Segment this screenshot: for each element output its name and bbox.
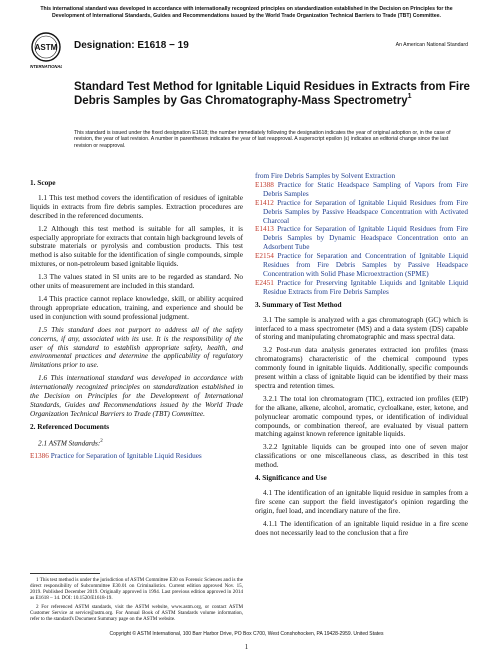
para-1-6: 1.6 This international standard was developed in accordance with internationally recognized principles on standardization established in the Decision on Principles for the Development of International Standards, Guides and Recommendations issued by the World Trade Organization Technical Barriers to Trade (TBT) Committee.	[30, 374, 243, 418]
issue-note: This standard is issued under the fixed designation E1618; the number immediately following the designation indicates the year of original adoption or, in the case of revision, the year of last revision. A number in parentheses indicates the year of last reapproval. A superscript epsilon (ε) indicates an editorial change since the last revision or reapproval.	[74, 130, 451, 149]
ref-title-e2451[interactable]: Practice for Preserving Ignitable Liquids and Ignitable Liquid Residue Extracts from Fire Debris Samples	[263, 278, 468, 296]
footnotes	[30, 577, 243, 625]
ref-title-e1388[interactable]: Practice for Static Headspace Sampling of Vapors from Fire Debris Samples	[263, 180, 468, 198]
reference-e1386-cont[interactable]	[255, 172, 468, 181]
para-4-1-1: 4.1.1 The identification of an ignitable liquid residue in a fire scene does not necessarily lead to the conclusion that a fire	[255, 519, 468, 537]
section-2-heading: 2. Referenced Documents	[30, 421, 110, 431]
para-2-1-footnote-mark[interactable]: 2	[100, 438, 103, 444]
reference-e2154[interactable]	[255, 252, 468, 279]
ref-code-e1388[interactable]: E1388	[255, 180, 274, 189]
footnote-rule	[30, 573, 100, 574]
ref-code-e2154[interactable]: E2154	[255, 252, 274, 261]
right-column	[255, 172, 468, 542]
copyright-footer: Copyright © ASTM International, 100 Barr Harbor Drive, PO Box C700, West Conshohocken, PA 19428-2959. United States	[109, 631, 384, 637]
para-1-3: 1.3 The values stated in SI units are to be regarded as standard. No other units of measurement are included in this standard.	[30, 273, 243, 291]
svg-text:INTERNATIONAL: INTERNATIONAL	[30, 64, 62, 69]
ref-title-e1386[interactable]: Practice for Separation of Ignitable Liquid Residues	[48, 451, 202, 460]
document-title	[74, 81, 474, 108]
section-4-heading: 4. Significance and Use	[255, 473, 327, 483]
left-column	[30, 175, 243, 465]
page-number: 1	[244, 643, 249, 651]
footnote-1: 1 This test method is under the jurisdiction of ASTM Committee E30 on Forensic Sciences and is the direct responsibility of Subcommittee E30.01 on Criminalistics. Current edition approved Nov. 15, 2019. Published December 2019. Originally approved in 1994. Last previous edition approved in 2014 as E1618 – 14. DOI: 10.1520/E1618-19.	[30, 577, 243, 601]
title-footnote-mark[interactable]: 1	[407, 92, 412, 100]
para-4-1: 4.1 The identification of an ignitable liquid residue in samples from a fire scene can support the field investigator's opinion regarding the origin, fuel load, and incendiary nature of the fire.	[255, 489, 468, 515]
section-1-heading: 1. Scope	[30, 178, 56, 187]
tbt-notice: This international standard was developed in accordance with internationally recognized principles on standardization established in the Decision on Principles for the Development of International Standards, Guides and Recommendations issued by the World Trade Organization Technical Barriers to Trade (TBT) Committee.	[40, 6, 453, 19]
svg-text:ASTM: ASTM	[34, 43, 58, 52]
reference-e1388[interactable]	[255, 181, 468, 199]
reference-e1413[interactable]	[255, 225, 468, 252]
ref-title-e1412[interactable]: Practice for Separation of Ignitable Liquid Residues from Fire Debris Samples by Passive Headspace Concentration with Activated Charcoal	[263, 198, 468, 225]
astm-logo	[30, 31, 62, 71]
ref-code-e1412[interactable]: E1412	[255, 198, 274, 207]
section-3-heading: 3. Summary of Test Method	[255, 299, 342, 309]
publisher-note: An American National Standard	[395, 42, 468, 48]
para-2-1	[30, 438, 243, 448]
designation: Designation: E1618 − 19	[74, 40, 189, 51]
astm-logo-icon	[30, 31, 62, 71]
reference-e1412[interactable]	[255, 199, 468, 226]
reference-e1386[interactable]	[30, 452, 243, 461]
reference-e2451[interactable]	[255, 279, 468, 297]
para-3-2-2: 3.2.2 Ignitable liquids can be grouped into one of seven major classifications or one miscellaneous class, as described in this test method.	[255, 443, 468, 470]
ref-code-e2451[interactable]: E2451	[255, 278, 274, 287]
para-2-1-text: 2.1 ASTM Standards:	[38, 439, 101, 448]
ref-title-e2154[interactable]: Practice for Separation and Concentration of Ignitable Liquid Residues from Fire Debris Samples by Passive Headspace Concentration with Solid Phase Microextraction (SPME)	[263, 252, 468, 278]
para-3-2: 3.2 Post-run data analysis generates extracted ion profiles (mass chromatograms) characteristic of the chemical compound types commonly found in ignitable liquids. Additionally, specific compounds present within a class of ignitable liquid can be identified by their mass spectra and retention times.	[255, 346, 468, 390]
ref-code-e1386[interactable]: E1386	[30, 451, 49, 460]
title-text: Standard Test Method for Ignitable Liquid Residues in Extracts from Fire Debris Samples by Gas Chromatography-Mass Spectrometry	[74, 81, 470, 107]
para-3-1: 3.1 The sample is analyzed with a gas chromatograph (GC) which is interfaced to a mass spectrometer (MS) and a data system (DS) capable of storing and manipulating chromatographic and mass spectral data.	[255, 315, 468, 342]
para-1-2: 1.2 Although this test method is suitable for all samples, it is especially appropriate for extracts that contain high background levels of substrate materials or pyrolysis and combustion products. This test method is also suitable for the identification of single compounds, simple mixtures, or non-petroleum based ignitable liquids.	[30, 224, 243, 269]
para-1-1: 1.1 This test method covers the identification of residues of ignitable liquids in extracts from fire debris samples. Extraction procedures are described in the referenced documents.	[30, 193, 243, 220]
footnote-2: 2 For referenced ASTM standards, visit the ASTM website, www.astm.org, or contact ASTM Customer Service at service@astm.org. For Annual Book of ASTM Standards volume information, refer to the standard's Document Summary page on the ASTM website.	[30, 604, 243, 622]
ref-title-e1386-cont[interactable]: from Fire Debris Samples by Solvent Extraction	[255, 172, 396, 180]
para-1-4: 1.4 This practice cannot replace knowledge, skill, or ability acquired through appropriate education, training, and experience and should be used in conjunction with sound professional judgment.	[30, 294, 243, 321]
para-3-2-1: 3.2.1 The total ion chromatogram (TIC), extracted ion profiles (EIP) for the alkane, alkene, alcohol, aromatic, cycloalkane, ester, ketone, and polynuclear aromatic compound types, or identification of individual compounds, or combination thereof, are evaluated by visual pattern matching against known reference ignitable liquids.	[255, 394, 468, 439]
ref-code-e1413[interactable]: E1413	[255, 225, 274, 234]
para-1-5: 1.5 This standard does not purport to address all of the safety concerns, if any, associated with its use. It is the responsibility of the user of this standard to establish appropriate safety, health, and environmental practices and determine the applicability of regulatory limitations prior to use.	[30, 325, 243, 370]
ref-title-e1413[interactable]: Practice for Separation of Ignitable Liquid Residues from Fire Debris Samples by Dynamic Headspace Concentration onto an Adsorbent Tube	[263, 225, 468, 252]
